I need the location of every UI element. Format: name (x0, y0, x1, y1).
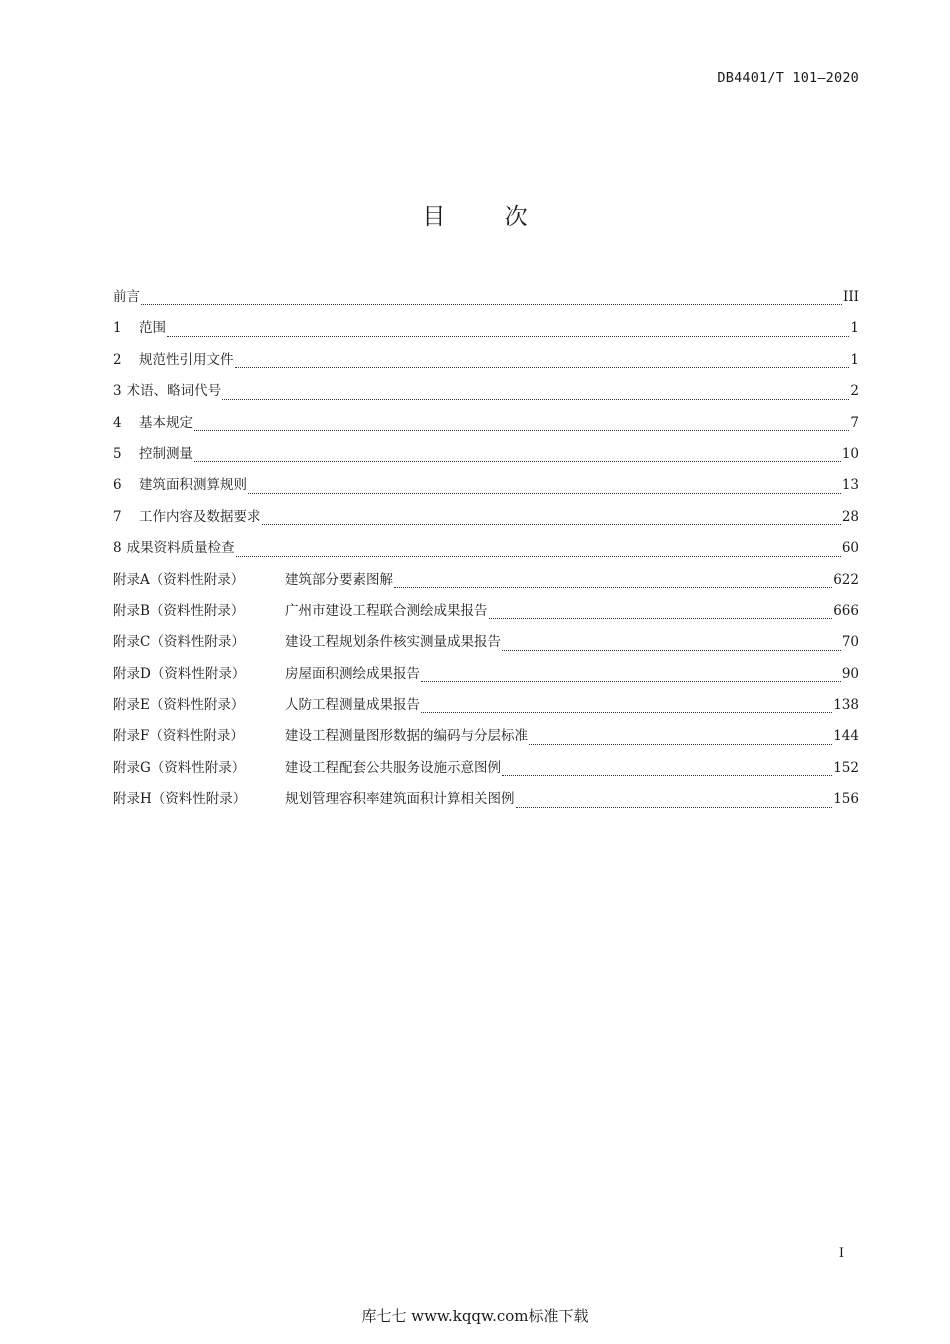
page-title: 目 次 (422, 204, 554, 230)
dot-leader (502, 775, 832, 776)
appendix-prefix: 附录B（资料性附录） (113, 602, 245, 619)
toc-entry-8[interactable] (113, 535, 859, 566)
toc-entry-page: 1 (850, 320, 859, 337)
toc-entry-5[interactable] (113, 441, 859, 472)
toc-entry-number: 1 (113, 320, 122, 337)
dot-leader (421, 712, 832, 713)
toc-entry-number: 2 (113, 351, 122, 368)
dot-leader (394, 587, 832, 588)
appendix-prefix: 附录H（资料性附录） (113, 791, 247, 808)
appendix-title: 建设工程规划条件核实测量成果报告 (285, 634, 501, 651)
toc-entry-foreword[interactable] (113, 284, 859, 315)
appendix-title: 规划管理容积率建筑面积计算相关图例 (285, 791, 515, 808)
toc-entry-title: 前言 (113, 289, 140, 305)
toc-entry-page: 7 (850, 414, 859, 431)
appendix-page: 90 (841, 665, 859, 682)
appendix-prefix: 附录C（资料性附录） (113, 634, 245, 651)
dot-leader (194, 430, 849, 431)
toc-entry-title: 控制测量 (139, 445, 193, 462)
appendix-page: 144 (833, 728, 859, 745)
appendix-page: 156 (833, 791, 859, 808)
appendix-title: 建设工程测量图形数据的编码与分层标准 (285, 728, 528, 745)
dot-leader (248, 493, 841, 494)
dot-leader (516, 807, 833, 808)
toc-entry-page: 13 (841, 477, 859, 494)
toc-entry-page: 2 (850, 383, 859, 400)
dot-leader (235, 367, 850, 368)
appendix-page: 70 (841, 634, 859, 651)
footer-watermark: 库七七 www.kqqw.com标准下载 (361, 1307, 589, 1325)
toc-appendix-c[interactable] (113, 629, 859, 660)
toc-appendix-d[interactable] (113, 661, 859, 692)
appendix-page: 138 (833, 697, 859, 714)
toc-entry-1[interactable] (113, 315, 859, 346)
toc-entry-title: 基本规定 (139, 414, 193, 431)
appendix-page: 622 (833, 571, 859, 588)
toc-entry-page: 60 (841, 540, 859, 557)
toc-appendix-b[interactable] (113, 598, 859, 629)
toc-entry-6[interactable] (113, 472, 859, 503)
toc-entry-title: 成果资料质量检查 (126, 540, 235, 557)
dot-leader (489, 618, 833, 619)
dot-leader (262, 524, 841, 525)
document-code: DB4401/T 101—2020 (717, 70, 859, 86)
appendix-title: 建筑部分要素图解 (285, 571, 393, 588)
dot-leader (194, 461, 841, 462)
toc-entry-title: 规范性引用文件 (139, 351, 234, 368)
toc-entry-page: 1 (850, 351, 859, 368)
page-number: I (838, 1246, 844, 1261)
toc-entry-4[interactable] (113, 410, 859, 441)
appendix-prefix: 附录E（资料性附录） (113, 697, 245, 714)
toc-entry-number: 3 (113, 383, 122, 400)
toc-appendix-g[interactable] (113, 755, 859, 786)
toc-entry-3[interactable] (113, 378, 859, 409)
toc-entry-title: 术语、略词代号 (126, 383, 222, 400)
toc-entry-number: 5 (113, 445, 122, 462)
dot-leader (421, 681, 841, 682)
toc-entry-title: 范围 (139, 320, 166, 337)
toc-entry-number: 8 (113, 540, 122, 557)
dot-leader (222, 399, 849, 400)
appendix-title: 广州市建设工程联合测绘成果报告 (285, 602, 488, 619)
appendix-prefix: 附录F（资料性附录） (113, 728, 244, 745)
toc-appendix-a[interactable] (113, 567, 859, 598)
toc-entry-title: 建筑面积测算规则 (139, 477, 247, 494)
appendix-title: 房屋面积测绘成果报告 (285, 665, 420, 682)
toc-appendix-h[interactable] (113, 786, 859, 817)
toc-appendix-e[interactable] (113, 692, 859, 723)
toc-appendix-f[interactable] (113, 723, 859, 754)
toc-entry-page: III (843, 289, 859, 305)
table-of-contents (113, 284, 859, 818)
appendix-prefix: 附录G（资料性附录） (113, 759, 246, 776)
dot-leader (236, 556, 841, 557)
dot-leader (529, 744, 832, 745)
toc-entry-number: 7 (113, 508, 122, 525)
toc-entry-page: 10 (841, 445, 859, 462)
toc-entry-2[interactable] (113, 347, 859, 378)
appendix-page: 666 (833, 602, 859, 619)
appendix-prefix: 附录A（资料性附录） (113, 571, 245, 588)
appendix-page: 152 (833, 759, 859, 776)
appendix-prefix: 附录D（资料性附录） (113, 665, 246, 682)
toc-entry-number: 6 (113, 477, 122, 494)
dot-leader (502, 650, 841, 651)
appendix-title: 建设工程配套公共服务设施示意图例 (285, 759, 501, 776)
dot-leader (141, 304, 842, 305)
toc-entry-7[interactable] (113, 504, 859, 535)
appendix-title: 人防工程测量成果报告 (285, 697, 420, 714)
dot-leader (167, 336, 849, 337)
toc-entry-title: 工作内容及数据要求 (139, 508, 261, 525)
toc-entry-number: 4 (113, 414, 122, 431)
toc-entry-page: 28 (841, 508, 859, 525)
